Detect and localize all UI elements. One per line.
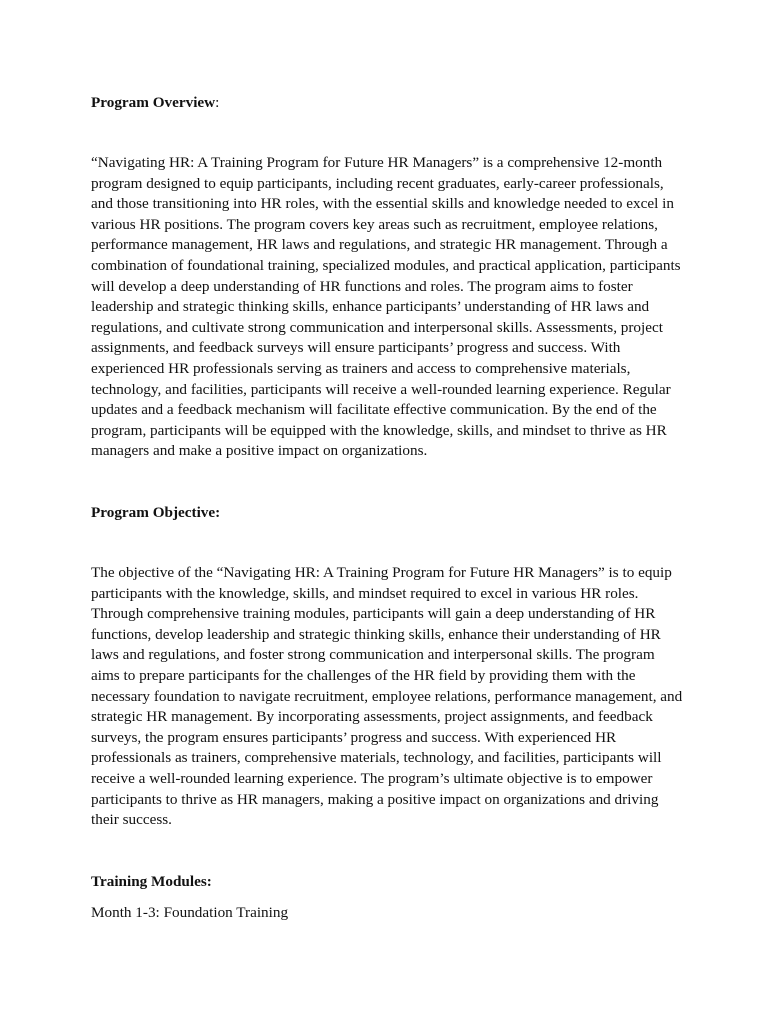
paragraph-line: their success. [91, 811, 172, 829]
paragraph-line: updates and a feedback mechanism will facilitate effective communication. By the end of the [91, 401, 657, 419]
paragraph-line: necessary foundation to navigate recruitment, employee relations, performance management, and [91, 687, 683, 705]
paragraph-line: technology, and facilities, participants will receive a well-rounded learning experience. Regular [91, 380, 671, 398]
program-objective-heading: Program Objective: [91, 504, 221, 521]
program-overview-paragraph [91, 153, 691, 462]
program-overview-heading [91, 93, 219, 114]
paragraph-line: will develop a deep understanding of HR functions and roles. The program aims to foster [91, 277, 633, 295]
paragraph-line: managers and make a positive impact on organizations. [91, 442, 428, 460]
paragraph-line: performance management, HR laws and regulations, and strategic HR management. Through a [91, 236, 668, 254]
paragraph-line: experienced HR professionals serving as trainers and access to comprehensive materials, [91, 359, 631, 377]
paragraph-line: “Navigating HR: A Training Program for Future HR Managers” is a comprehensive 12-month [91, 154, 663, 171]
paragraph-line: aims to prepare participants for the challenges of the HR field by providing them with the [91, 666, 636, 684]
program-overview-heading-colon: : [215, 94, 220, 111]
paragraph-line: program, participants will be equipped with the knowledge, skills, and mindset to thrive as HR [91, 421, 667, 439]
paragraph-line: strategic HR management. By incorporating assessments, project assignments, and feedback [91, 708, 653, 726]
paragraph-line: assignments, and feedback surveys will ensure participants’ progress and success. With [91, 339, 621, 357]
paragraph-line: laws and regulations, and foster strong communication and interpersonal skills. The program [91, 646, 655, 664]
paragraph-line: surveys, the program ensures participants’ progress and success. With experienced HR [91, 728, 617, 746]
paragraph-line: leadership and strategic thinking skills, enhance participants’ understanding of HR laws and [91, 298, 650, 316]
paragraph-line: receive a well-rounded learning experience. The program’s ultimate objective is to empower [91, 769, 653, 787]
program-overview-heading-text: Program Overview [91, 94, 216, 111]
paragraph-line: program designed to equip participants, including recent graduates, early-career professionals, [91, 174, 664, 192]
paragraph-line: various HR positions. The program covers key areas such as recruitment, employee relations, [91, 215, 658, 233]
paragraph-line: and those transitioning into HR roles, with the essential skills and knowledge needed to excel in [91, 195, 674, 213]
paragraph-line: participants with the knowledge, skills, and mindset required to excel in various HR roles. [91, 584, 639, 602]
paragraph-line: Through comprehensive training modules, participants will gain a deep understanding of HR [91, 605, 656, 623]
paragraph-line: professionals as trainers, comprehensive materials, technology, and facilities, participants will [91, 749, 662, 767]
paragraph-line: regulations, and cultivate strong communication and interpersonal skills. Assessments, project [91, 318, 663, 336]
training-modules-heading: Training Modules: [91, 873, 212, 890]
paragraph-line: participants to thrive as HR managers, making a positive impact on organizations and driving [91, 790, 659, 808]
paragraph-line: The objective of the “Navigating HR: A Training Program for Future HR Managers” is to equip [91, 564, 672, 581]
program-objective-paragraph [91, 563, 691, 831]
module-item-month-1-3: Month 1-3: Foundation Training [91, 904, 289, 921]
paragraph-line: combination of foundational training, specialized modules, and practical application, participants [91, 256, 681, 274]
paragraph-line: functions, develop leadership and strategic thinking skills, enhance their understanding of HR [91, 625, 661, 643]
